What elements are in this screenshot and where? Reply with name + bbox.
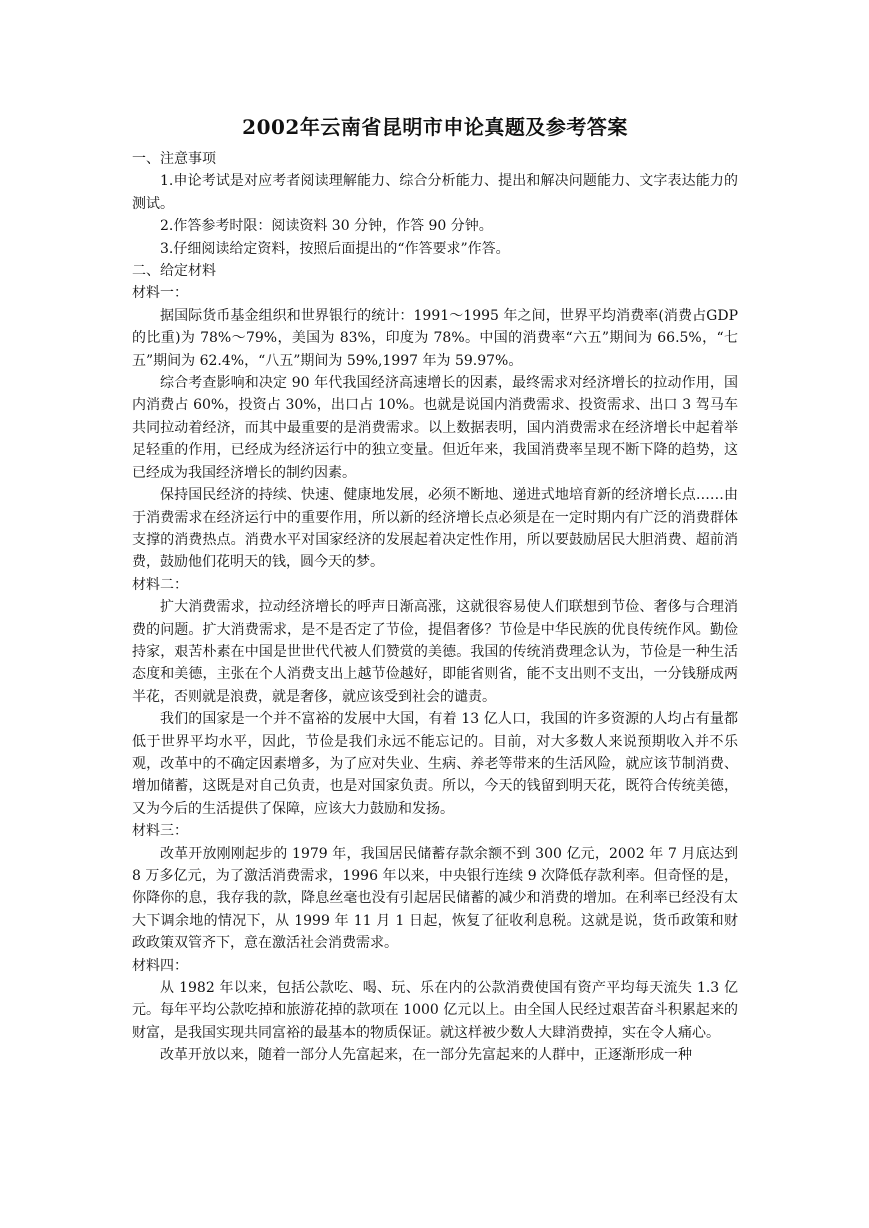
material-3-paragraph-1: 改革开放刚刚起步的 1979 年，我国居民储蓄存款余额不到 300 亿元，2002 年 7 月底达到 8 万多亿元，为了激活消费需求，1996 年以来，中央银行连续 9 次降低存款利率。但奇怪的是，你降你的息，我存我的款，降息丝毫也没有引起居民储蓄的减少和消费的增加。在利率已经没有太大下调余地的情况下，从 1999 年 11 月 1 日起，恢复了征收利息税。这就是说，货币政策和财政政策双管齐下，意在激活社会消费需求。: [132, 845, 738, 952]
notes-item-1: 1.申论考试是对应考者阅读理解能力、综合分析能力、提出和解决问题能力、文字表达能力的测试。: [132, 173, 738, 212]
material-1-paragraph-2: 综合考查影响和决定 90 年代我国经济高速增长的因素，最终需求对经济增长的拉动作用，国内消费占 60%，投资占 30%，出口占 10%。也就是说国内消费需求、投资需求、出口 3 驾马车共同拉动着经济，而其中最重要的是消费需求。以上数据表明，国内消费需求在经济增长中起着举足轻重的作用，已经成为经济运行中的独立变量。但近年来，我国消费率呈现不断下降的趋势，这已经成为我国经济增长的制约因素。: [132, 375, 738, 481]
material-4-paragraph-2: 改革开放以来，随着一部分人先富起来，在一部分先富起来的人群中，正逐渐形成一种: [160, 1047, 692, 1064]
material-2-paragraph-1: 扩大消费需求，拉动经济增长的呼声日渐高涨，这就很容易使人们联想到节俭、奢侈与合理消费的问题。扩大消费需求，是不是否定了节俭，提倡奢侈？节俭是中华民族的优良传统作风。勤俭持家，艰苦朴素在中国是世世代代被人们赞赏的美德。我国的传统消费理念认为，节俭是一种生活态度和美德，主张在个人消费支出上越节俭越好，即能省则省，能不支出则不支出，一分钱掰成两半花，否则就是浪费，就是奢侈，就应该受到社会的谴责。: [132, 599, 738, 705]
section-heading-notes: 一、注意事项: [132, 151, 216, 167]
notes-item-3: 3.仔细阅读给定资料，按照后面提出的“作答要求”作答。: [160, 240, 510, 257]
material-1-paragraph-3: 保持国民经济的持续、快速、健康地发展，必须不断地、递进式地培育新的经济增长点……由于消费需求在经济运行中的重要作用，所以新的经济增长点必须是在一定时期内有广泛的消费群体支撑的消费热点。消费水平对国家经济的发展起着决定性作用，所以要鼓励居民大胆消费、超前消费，鼓励他们花明天的钱，圆今天的梦。: [132, 487, 738, 571]
material-1-label: 材料一：: [132, 285, 188, 302]
material-1-paragraph-1: 据国际货币基金组织和世界银行的统计：1991～1995 年之间，世界平均消费率(消费占GDP 的比重)为 78%～79%，美国为 83%，印度为 78%。中国的消费率“六五”期间为 66.5%，“七五”期间为 62.4%，“八五”期间为 59%,1997 年为 59.97%。: [132, 307, 738, 369]
document-title: 2002年云南省昆明市申论真题及参考答案: [242, 115, 628, 139]
material-2-paragraph-2: 我们的国家是一个并不富裕的发展中大国，有着 13 亿人口，我国的许多资源的人均占有量都低于世界平均水平，因此，节俭是我们永远不能忘记的。目前，对大多数人来说预期收入并不乐观，改革中的不确定因素增多，为了应对失业、生病、养老等带来的生活风险，就应该节制消费、增加储蓄，这既是对自己负责，也是对国家负责。所以，今天的钱留到明天花，既符合传统美德，又为今后的生活提供了保障，应该大力鼓励和发扬。: [132, 711, 738, 817]
material-3-label: 材料三：: [132, 823, 188, 840]
notes-item-2: 2.作答参考时限：阅读资料 30 分钟，作答 90 分钟。: [160, 218, 493, 235]
material-4-paragraph-1: 从 1982 年以来，包括公款吃、喝、玩、乐在内的公款消费使国有资产平均每天流失 1.3 亿元。每年平均公款吃掉和旅游花掉的款项在 1000 亿元以上。由全国人民经过艰苦奋斗积累起来的财富，是我国实现共同富裕的最基本的物质保证。就这样被少数人大肆消费掉，实在令人痛心。: [132, 980, 738, 1041]
document-page: [132, 112, 738, 1067]
material-4-label: 材料四：: [132, 957, 188, 974]
section-heading-materials: 二、给定材料: [132, 263, 216, 280]
material-2-label: 材料二：: [132, 576, 188, 593]
